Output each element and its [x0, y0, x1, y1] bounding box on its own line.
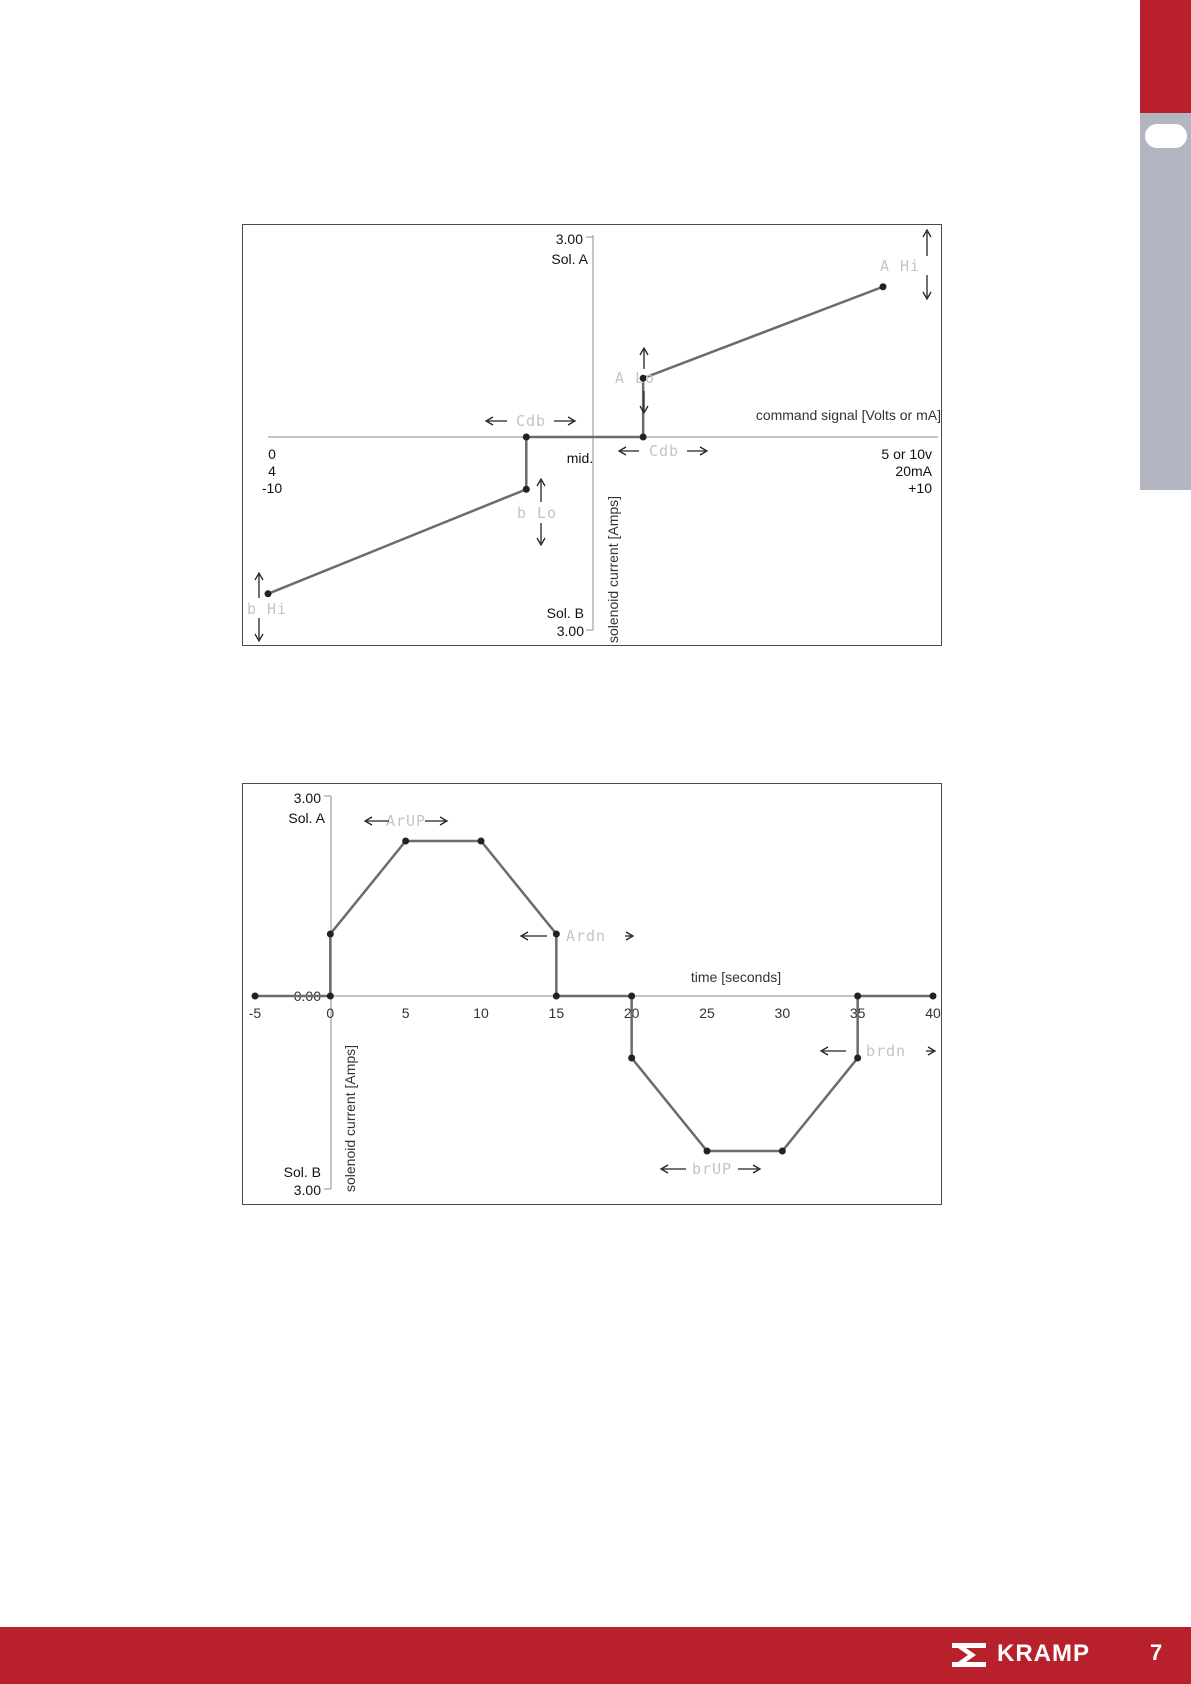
- curve-point-2: [523, 434, 530, 441]
- x-left-label-ma: 4: [268, 463, 276, 479]
- curve-point-1: [523, 486, 530, 493]
- x-tick-label: 15: [548, 1005, 565, 1021]
- a-ramp-down-label: Ardn: [565, 927, 607, 945]
- y-top-value: 3.00: [293, 790, 321, 806]
- ramp-time-chart: [242, 783, 942, 1205]
- y-axis-title: solenoid current [Amps]: [342, 1044, 358, 1192]
- y-bottom-value: 3.00: [556, 623, 584, 639]
- x-tick-label: -5: [248, 1005, 262, 1021]
- curve-point-2: [327, 931, 334, 938]
- side-tab-accent: [1140, 0, 1191, 113]
- curve-point-6: [553, 993, 560, 1000]
- curve-point-4: [478, 838, 485, 845]
- deadband-label-left: Cdb: [515, 412, 547, 430]
- command-signal-chart: [242, 224, 942, 646]
- curve-point-9: [704, 1148, 711, 1155]
- curve-point-8: [628, 1055, 635, 1062]
- curve-point-5: [553, 931, 560, 938]
- x-tick-label: 40: [925, 1005, 941, 1021]
- curve-point-0: [265, 590, 272, 597]
- kramp-logo-icon: [952, 1643, 986, 1667]
- a-hi-arrows: [923, 230, 931, 299]
- x-tick-label: 0: [326, 1005, 335, 1021]
- y-zero-label: 0.00: [293, 988, 321, 1004]
- curve-point-1: [327, 993, 334, 1000]
- y-top-sol-label: Sol. A: [551, 251, 588, 267]
- b-ramp-down-label: brdn: [865, 1042, 907, 1060]
- x-left-label-volts: 0: [268, 446, 276, 462]
- curve-point-13: [930, 993, 937, 1000]
- curve-point-3: [402, 838, 409, 845]
- brand-name: KRAMP: [997, 1640, 1090, 1667]
- x-tick-label: 30: [774, 1005, 791, 1021]
- x-right-label-ma: 20mA: [895, 463, 932, 479]
- y-axis-title: solenoid current [Amps]: [605, 495, 621, 643]
- page-number: 7: [1150, 1640, 1163, 1665]
- side-tab-body: [1140, 113, 1191, 490]
- y-bottom-value: 3.00: [293, 1182, 321, 1198]
- x-tick-label: 10: [473, 1005, 489, 1021]
- side-tab-marker: [1145, 124, 1187, 148]
- x-mid-label: mid.: [566, 450, 594, 466]
- curve-point-11: [854, 1055, 861, 1062]
- curve-point-12: [854, 993, 861, 1000]
- curve-point-10: [779, 1148, 786, 1155]
- y-bottom-sol-label: Sol. B: [283, 1164, 321, 1180]
- x-right-label-volts: 5 or 10v: [881, 446, 932, 462]
- y-top-value: 3.00: [555, 231, 583, 247]
- x-tick-label: 35: [849, 1005, 866, 1021]
- curve-point-7: [628, 993, 635, 1000]
- curve-point-5: [880, 283, 887, 290]
- y-bottom-sol-label: Sol. B: [546, 605, 584, 621]
- x-axis-title: time [seconds]: [690, 969, 782, 985]
- curve-point-3: [640, 434, 647, 441]
- x-tick-label: 25: [699, 1005, 715, 1021]
- b-lo-label: b Lo: [516, 504, 558, 522]
- a-ramp-up-label: ArUP: [385, 812, 427, 830]
- b-hi-label: b Hi: [246, 600, 288, 618]
- b-ramp-up-label: brUP: [691, 1160, 733, 1178]
- deadband-label-right: Cdb: [648, 442, 680, 460]
- y-top-sol-label: Sol. A: [288, 810, 325, 826]
- current-curve: [268, 287, 883, 594]
- x-right-label-bipolar: +10: [908, 480, 932, 496]
- x-left-label-bipolar: -10: [261, 480, 283, 496]
- a-lo-label: A Lo: [614, 369, 656, 387]
- ramp-time-chart-svg: [243, 784, 943, 1206]
- a-hi-label: A Hi: [879, 257, 921, 275]
- curve-point-0: [252, 993, 259, 1000]
- x-tick-label: 5: [401, 1005, 410, 1021]
- x-tick-label: 20: [623, 1005, 640, 1021]
- command-signal-chart-svg: [243, 225, 943, 647]
- x-axis-title: command signal [Volts or mA]: [755, 407, 941, 423]
